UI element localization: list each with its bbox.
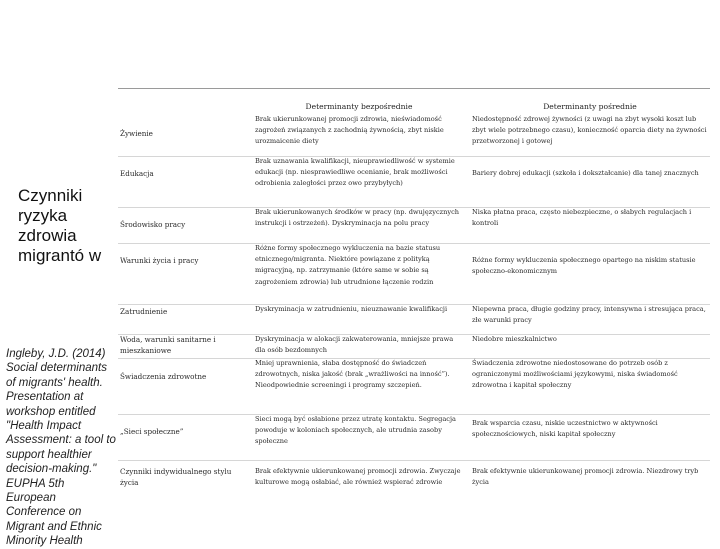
factor-cell: Woda, warunki sanitarne i mieszkaniowe	[120, 335, 216, 356]
table-row	[118, 334, 710, 359]
indirect-cell: Niedostępność zdrowej żywności (z uwagi na zbyt wysoki koszt lub zbyt wiele potrzebnego czasu), konieczność oparcia diety na żywności przetworzonej i gotowej	[472, 115, 707, 146]
direct-cell: Sieci mogą być osłabione przez utratę kontaktu. Segregacja powoduje w koloniach społecznych, ale utrudnia zasoby społeczne	[255, 415, 456, 446]
direct-cell: Dyskryminacja w zatrudnieniu, nieuznawanie kwalifikacji	[255, 305, 448, 313]
table-row	[118, 460, 710, 504]
indirect-cell: Różne formy wykluczenia społecznego opartego na niskim statusie społeczno-ekonomicznym	[472, 256, 696, 276]
table-row	[118, 114, 710, 157]
table-row	[118, 358, 710, 415]
table-row	[118, 207, 710, 244]
header-indirect: Determinanty pośrednie	[543, 102, 637, 111]
factor-cell: Świadczenia zdrowotne	[120, 372, 207, 381]
factor-cell: Czynniki indywidualnego stylu życia	[120, 467, 232, 488]
indirect-cell: Niska płatna praca, często niebezpieczne, o słabych regulacjach i kontroli	[472, 208, 692, 228]
direct-cell: Brak efektywnie ukierunkowanej promocji zdrowia. Zwyczaje kulturowe mogą osłabiać, ale również wspierać zdrowie	[255, 467, 461, 487]
indirect-cell: Świadczenia zdrowotne niedostosowane do potrzeb osób z ograniczonymi możliwościami językowymi, niska świadomość zdrowotna i kapitał społeczny	[472, 359, 678, 390]
factor-cell: Środowisko pracy	[120, 220, 186, 229]
table-row	[118, 156, 710, 208]
health-determinants-table	[118, 88, 710, 509]
indirect-cell: Brak wsparcia czasu, niskie uczestnictwo w aktywności społecznościowych, niski kapitał społeczny	[472, 419, 658, 439]
direct-cell: Różne formy społecznego wykluczenia na bazie statusu etnicznego/migranta. Niektóre powiązane z polityką migracyjną, np. zatrzymanie (które same w sobie są zagrożeniem zdrowia) lub utrudnione łączenie rodzin	[255, 244, 441, 286]
header-direct: Determinanty bezpośrednie	[305, 102, 413, 111]
factor-cell: Warunki życia i pracy	[120, 256, 199, 265]
table-header	[118, 102, 710, 112]
table-row	[118, 414, 710, 461]
table-row	[118, 304, 710, 335]
indirect-cell: Niepewna praca, długie godziny pracy, intensywna i stresująca praca, złe warunki pracy	[472, 305, 706, 325]
direct-cell: Brak uznawania kwalifikacji, nieuprawiedliwość w systemie edukacji (np. niesprawiedliwe ocenianie, brak możliwości odrobienia zaległości przez owo przybyłych)	[255, 157, 455, 188]
direct-cell: Brak ukierunkowanej promocji zdrowia, nieświadomość zagrożeń związanych z zachodnią żywnością, zbyt niskie urozmaicenie diety	[255, 115, 444, 146]
slide-title: Czynniki ryzyka zdrowia migrantó w	[18, 186, 102, 265]
factor-cell: Edukacja	[120, 169, 154, 178]
indirect-cell: Bariery dobrej edukacji (szkoła i dokształcanie) dla tanej znacznych	[472, 169, 699, 177]
direct-cell: Brak ukierunkowanych środków w pracy (np. dwujęzycznych instrukcji i ostrzeżeń). Dyskryminacja na polu pracy	[255, 208, 460, 228]
factor-cell: Żywienie	[120, 129, 153, 138]
factor-cell: „Sieci społeczne”	[120, 427, 184, 436]
direct-cell: Mniej uprawnienia, słaba dostępność do świadczeń zdrowotnych, niska jakość (brak „wrażliwości na inność”). Nieodpowiednie screeningi i programy szczepień.	[255, 359, 450, 390]
table-row	[118, 243, 710, 305]
factor-cell: Zatrudnienie	[120, 307, 168, 316]
indirect-cell: Brak efektywnie ukierunkowanej promocji zdrowia. Niezdrowy tryb życia	[472, 467, 699, 487]
citation: Ingleby, J.D. (2014) Social determinants of migrants' health. Presentation at workshop entitled "Health Impact Assessment: a tool to support healthier decision-making." EUPHA 5th European Conference on Migrant and Ethnic Minority Health	[6, 348, 116, 548]
direct-cell: Dyskryminacja w alokacji zakwaterowania, mniejsze prawa dla osób bezdomnych	[255, 335, 454, 355]
indirect-cell: Niedobre mieszkalnictwo	[472, 335, 557, 343]
